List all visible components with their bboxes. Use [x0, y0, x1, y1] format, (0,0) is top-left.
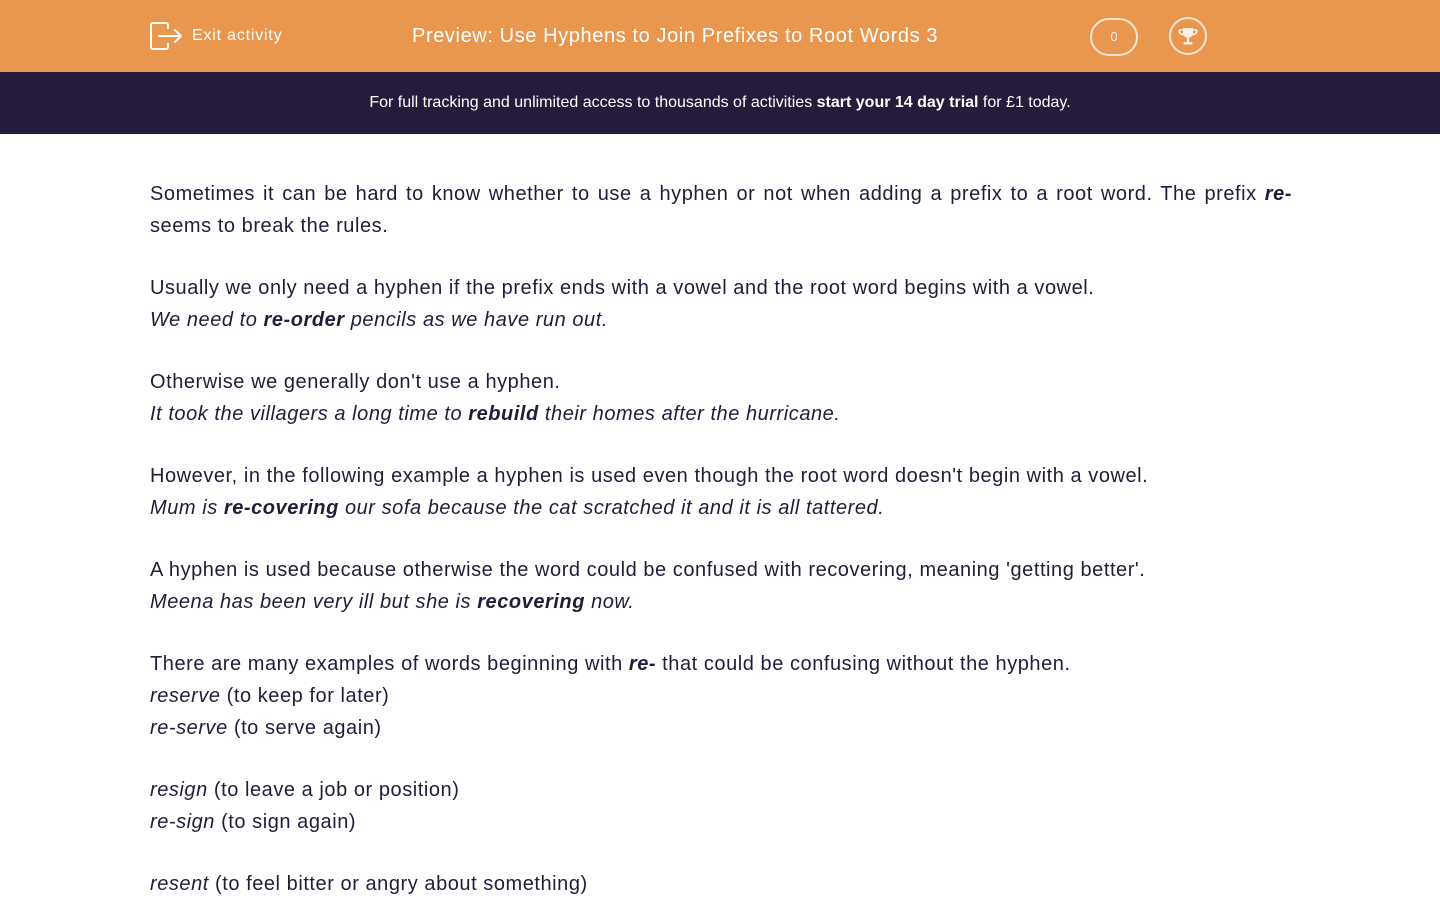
rule-no-hyphen: Otherwise we generally don't use a hyphen.	[150, 371, 561, 393]
rule-exception: However, in the following example a hyphen is used even though the root word doesn't begin with a vowel.	[150, 465, 1149, 487]
example-recovering-ill: Meena has been very ill but she is recovering now.	[150, 591, 635, 613]
exit-activity-label: Exit activity	[192, 27, 283, 44]
top-bar	[0, 0, 1440, 72]
intro-paragraph: Sometimes it can be hard to know whether to use a hyphen or not when adding a prefix to a root word. The prefix re- seems to break the rules.	[150, 183, 1292, 237]
banner-text: For full tracking and unlimited access to thousands of activities	[369, 94, 817, 111]
list-item: re-sign (to sign again)	[150, 811, 357, 833]
page-title: Preview: Use Hyphens to Join Prefixes to Root Words 3	[412, 25, 939, 47]
example-reorder: We need to re-order pencils as we have run out.	[150, 309, 608, 331]
trial-banner	[0, 72, 1440, 134]
list-item: resign (to leave a job or position)	[150, 779, 460, 801]
list-item: re-serve (to serve again)	[150, 717, 382, 739]
trophy-icon	[1177, 25, 1199, 47]
rule-vowel: Usually we only need a hyphen if the prefix ends with a vowel and the root word begins with a vowel.	[150, 277, 1095, 299]
exit-activity-button[interactable]	[150, 20, 282, 52]
lesson-content	[150, 178, 1292, 900]
exit-icon	[150, 22, 182, 50]
trophy-button[interactable]	[1169, 17, 1207, 55]
example-rebuild: It took the villagers a long time to rebuild their homes after the hurricane.	[150, 403, 841, 425]
rule-confusion: A hyphen is used because otherwise the word could be confused with recovering, meaning 'getting better'.	[150, 559, 1146, 581]
prefix-re: re-	[1264, 183, 1292, 205]
list-item: resent (to feel bitter or angry about something)	[150, 873, 588, 895]
list-item: reserve (to keep for later)	[150, 685, 390, 707]
score-badge: 0	[1090, 18, 1138, 56]
start-trial-link[interactable]: start your 14 day trial	[816, 94, 979, 111]
example-recovering-sofa: Mum is re-covering our sofa because the cat scratched it and it is all tattered.	[150, 497, 885, 519]
banner-text-end: for £1 today.	[978, 94, 1071, 111]
examples-intro: There are many examples of words beginning with re- that could be confusing without the hyphen.	[150, 653, 1071, 675]
